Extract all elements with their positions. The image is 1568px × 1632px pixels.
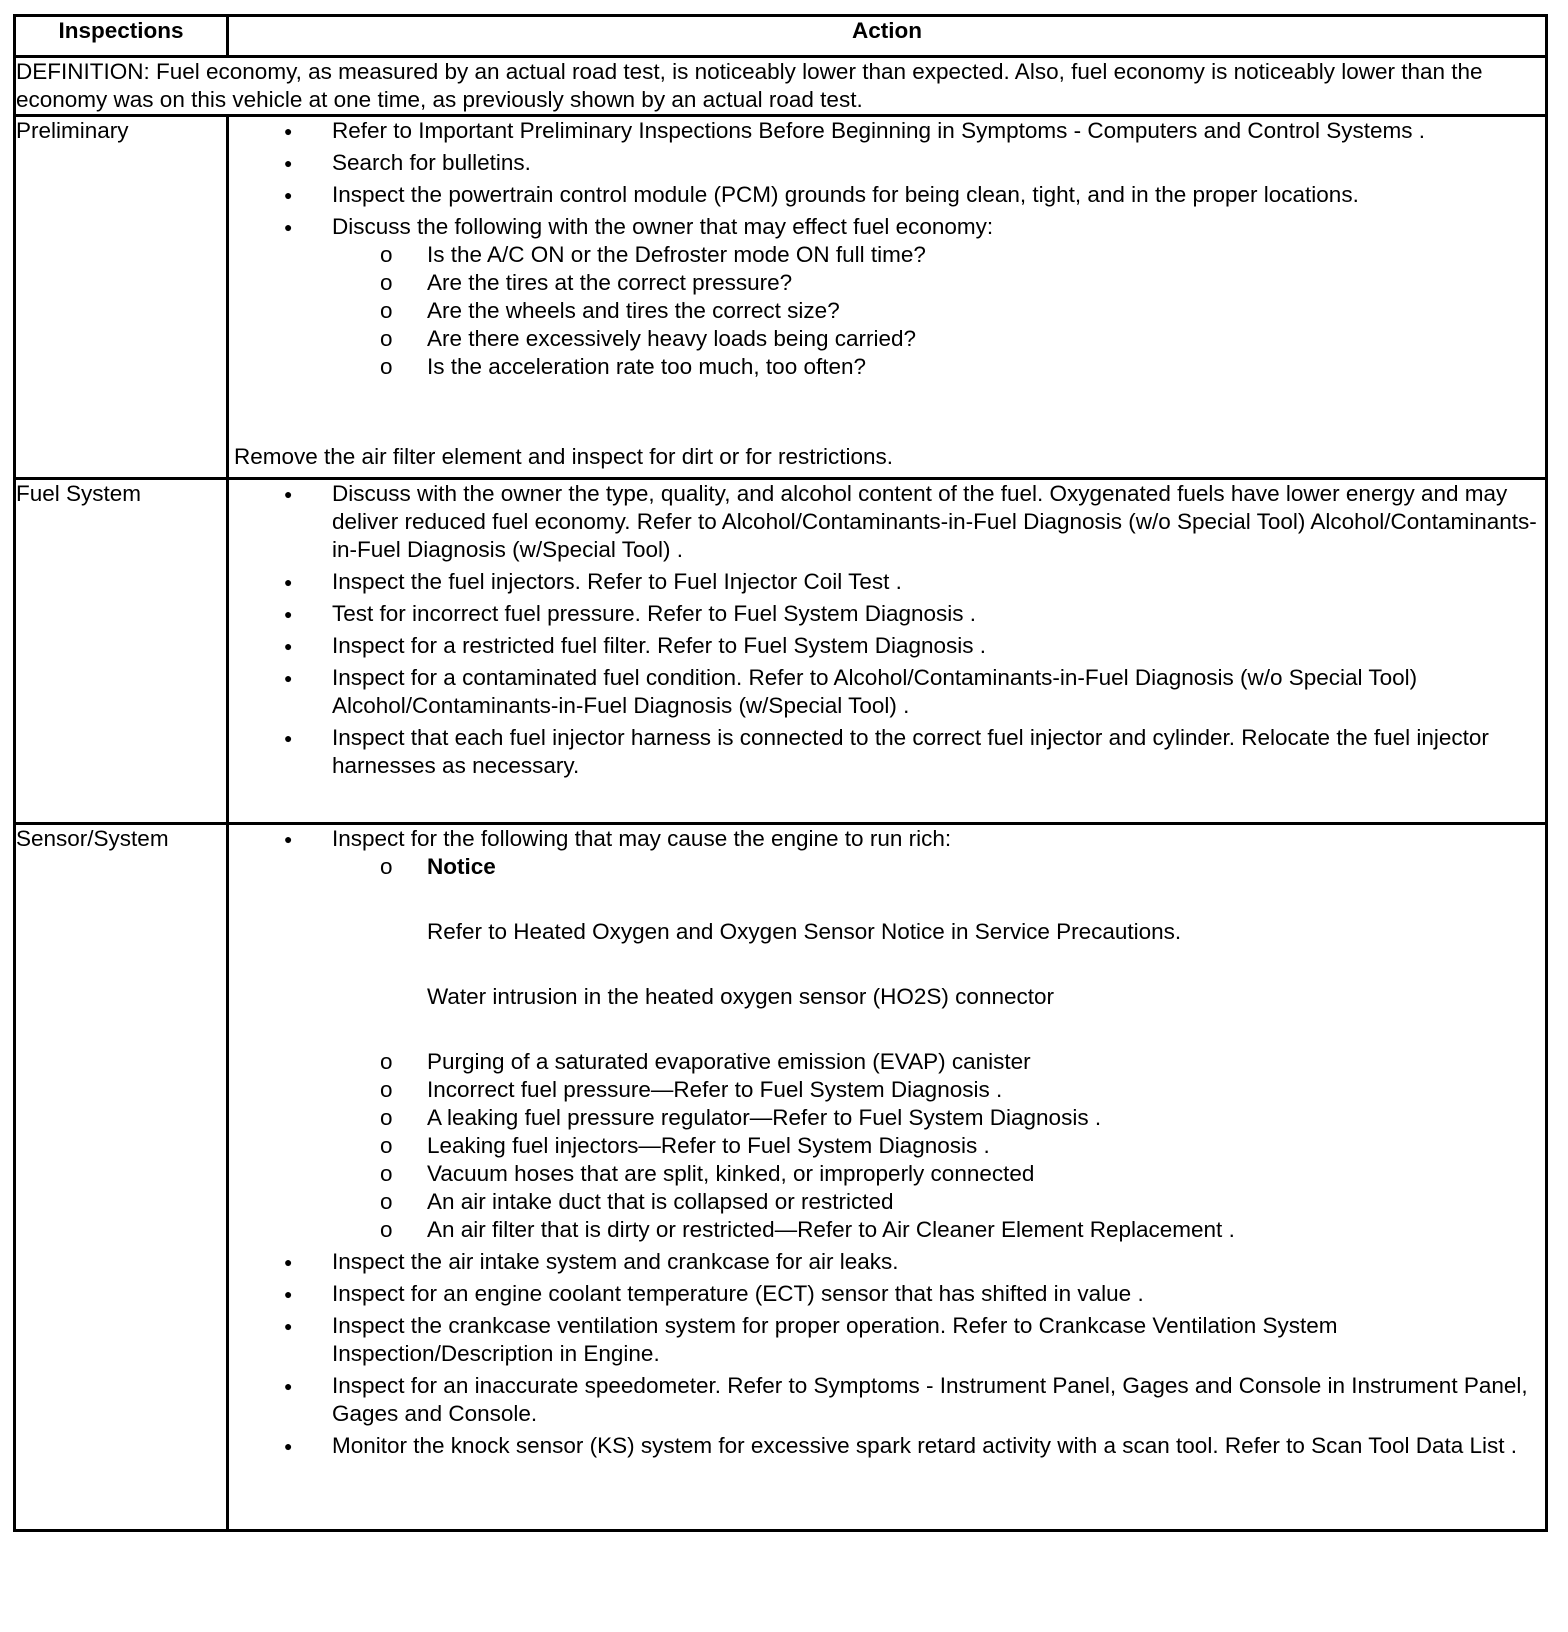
list-item: ● Inspect the fuel injectors. Refer to Fuel Injector Coil Test . <box>229 568 1545 596</box>
action-cell-fuel-system <box>228 479 1547 824</box>
diagnostic-table <box>13 14 1548 1532</box>
row-sensor-system <box>15 824 1547 1531</box>
list-item-text: Discuss the following with the owner that may effect fuel economy: <box>332 214 994 239</box>
list-item: ● Refer to Important Preliminary Inspections Before Beginning in Symptoms - Computers and Control Systems . <box>229 117 1545 145</box>
sub-list-item: o A leaking fuel pressure regulator—Refer to Fuel System Diagnosis . <box>327 1104 1543 1132</box>
list-item: ● Inspect for a restricted fuel filter. Refer to Fuel System Diagnosis . <box>229 632 1545 660</box>
list-item: ● Inspect for a contaminated fuel condition. Refer to Alcohol/Contaminants-in-Fuel Diagnosis (w/o Special Tool) Alcohol/Contaminants-in-Fuel Diagnosis (w/Special Tool) . <box>229 664 1545 720</box>
header-inspections: Inspections <box>15 16 228 57</box>
list-item: ● Inspect the air intake system and crankcase for air leaks. <box>229 1248 1545 1276</box>
list-item: ● Search for bulletins. <box>229 149 1545 177</box>
sub-list-item: o Leaking fuel injectors—Refer to Fuel System Diagnosis . <box>327 1132 1543 1160</box>
list-item: ● Inspect the powertrain control module (PCM) grounds for being clean, tight, and in the proper locations. <box>229 181 1545 209</box>
list-item <box>229 825 1545 1244</box>
inspection-label-sensor-system: Sensor/System <box>15 824 228 1531</box>
row-preliminary <box>15 116 1547 479</box>
list-item: ● Test for incorrect fuel pressure. Refer to Fuel System Diagnosis . <box>229 600 1545 628</box>
sensor-system-list <box>229 825 1545 1460</box>
sub-list-item: o Is the acceleration rate too much, too often? <box>327 353 1543 381</box>
header-row <box>15 16 1547 57</box>
row-fuel-system <box>15 479 1547 824</box>
list-item: ● Inspect for an engine coolant temperature (ECT) sensor that has shifted in value . <box>229 1280 1545 1308</box>
sub-list-item: o Are there excessively heavy loads being carried? <box>327 325 1543 353</box>
list-item: ● Discuss with the owner the type, quality, and alcohol content of the fuel. Oxygenated fuels have lower energy and may deliver reduced fuel economy. Refer to Alcohol/Contaminants-in-Fuel Diagnosis (w/o Special Tool) Alcohol/Contaminants-in-Fuel Diagnosis (w/Special Tool) . <box>229 480 1545 564</box>
notice-text-2: Water intrusion in the heated oxygen sensor (HO2S) connector <box>427 984 1054 1009</box>
sub-list-item: o Incorrect fuel pressure—Refer to Fuel System Diagnosis . <box>327 1076 1543 1104</box>
definition-row <box>15 57 1547 116</box>
sub-list-item: o Purging of a saturated evaporative emission (EVAP) canister <box>327 1048 1543 1076</box>
sub-list-item: o An air filter that is dirty or restricted—Refer to Air Cleaner Element Replacement . <box>327 1216 1543 1244</box>
inspection-label-preliminary: Preliminary <box>15 116 228 479</box>
list-item: ● Inspect that each fuel injector harness is connected to the correct fuel injector and cylinder. Relocate the fuel injector harnesses as necessary. <box>229 724 1545 780</box>
sub-list-item: o Vacuum hoses that are split, kinked, or improperly connected <box>327 1160 1543 1188</box>
sub-list-item: o Are the wheels and tires the correct size? <box>327 297 1543 325</box>
sub-list-item-notice <box>327 853 1543 1011</box>
diagnostic-table-container <box>13 14 1545 1532</box>
sub-list-item: o Is the A/C ON or the Defroster mode ON full time? <box>327 241 1543 269</box>
sensor-system-sublist <box>329 853 1545 1244</box>
header-action: Action <box>228 16 1547 57</box>
list-item <box>229 213 1545 381</box>
list-item-text: Inspect for the following that may cause the engine to run rich: <box>332 826 952 851</box>
list-item: ● Monitor the knock sensor (KS) system for excessive spark retard activity with a scan tool. Refer to Scan Tool Data List . <box>229 1432 1545 1460</box>
action-cell-sensor-system <box>228 824 1547 1531</box>
preliminary-sublist <box>329 241 1545 381</box>
list-item: ● Inspect for an inaccurate speedometer. Refer to Symptoms - Instrument Panel, Gages and Console in Instrument Panel, Gages and Console. <box>229 1372 1545 1428</box>
definition-text: DEFINITION: Fuel economy, as measured by an actual road test, is noticeably lower than expected. Also, fuel economy is noticeably lower than the economy was on this vehicle at one time, as previously shown by an actual road test. <box>15 57 1547 116</box>
preliminary-list <box>229 117 1545 381</box>
fuel-system-list <box>229 480 1545 780</box>
notice-text: Refer to Heated Oxygen and Oxygen Sensor Notice in Service Precautions. <box>427 919 1182 944</box>
sub-list-item: o Are the tires at the correct pressure? <box>327 269 1543 297</box>
notice-title: Notice <box>427 854 496 879</box>
inspection-label-fuel-system: Fuel System <box>15 479 228 824</box>
action-cell-preliminary <box>228 116 1547 479</box>
sub-list-item: o An air intake duct that is collapsed or restricted <box>327 1188 1543 1216</box>
preliminary-tail-text: Remove the air filter element and inspect for dirt or for restrictions. <box>234 444 894 469</box>
list-item: ● Inspect the crankcase ventilation system for proper operation. Refer to Crankcase Ventilation System Inspection/Description in Engine. <box>229 1312 1545 1368</box>
